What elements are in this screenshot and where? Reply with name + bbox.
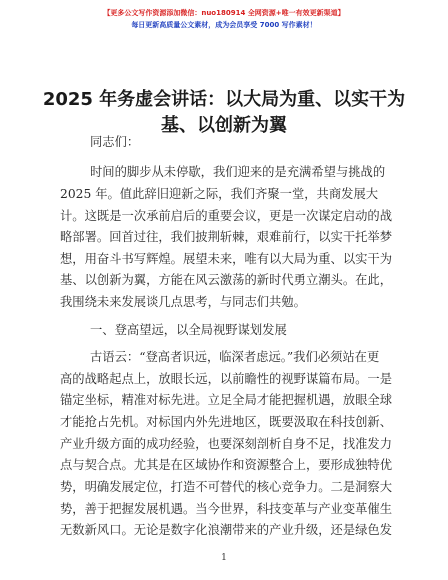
body-text-line: 高的战略起点上，放眼长远，以前瞻性的视野谋篇布局。一是 — [60, 372, 393, 386]
body-text-line: 产业升级方面的成功经验，也要深刻剖析自身不足，找准发力 — [60, 437, 393, 451]
document-title-line-2: 基、以创新为翼 — [161, 115, 287, 136]
section-heading: 一、登高望远，以全局视野谋划发展 — [90, 323, 287, 337]
promo-banner-line-2: 每日更新高质量公文素材，成为会员享受 7000 写作素材！ — [131, 21, 317, 29]
body-text-line: 锚定坐标，精准对标先进。立足全局才能把握机遇，放眼全球 — [60, 393, 393, 407]
promo-banner-line-1: 【更多公文写作资源添加微信：nuo180914 全网资源+唯一有效更新渠道】 — [103, 9, 345, 17]
body-text-line: 我围绕未来发展谈几点思考，与同志们共勉。 — [60, 295, 306, 309]
body-text-line: 基、以创新为翼，方能在风云激荡的新时代勇立潮头。在此， — [60, 273, 393, 287]
body-text-line: 古语云：“登高者识远，临深者虑远。”我们必须站在更 — [90, 350, 380, 364]
body-text-line: 点与契合点。尤其是在区域协作和资源整合上，要形成独特优 — [60, 458, 393, 472]
body-text-line: 时间的脚步从未停歇，我们迎来的是充满希望与挑战的 — [90, 165, 386, 179]
body-text-line: 略部署。回首过往，我们披荆斩棘，艰难前行，以实干托举梦 — [60, 230, 393, 244]
page-number: 1 — [221, 553, 227, 563]
body-text-line: 2025 年。值此辞旧迎新之际，我们齐聚一堂，共商发展大 — [60, 187, 379, 201]
body-text-line: 无数新风口。无论是数字化浪潮带来的产业升级，还是绿色发 — [60, 523, 393, 537]
body-text-line: 计。这既是一次承前启后的重要会议，更是一次谋定启动的战 — [60, 209, 393, 223]
body-text-line: 想，用奋斗书写辉煌。展望未来，唯有以大局为重、以实干为 — [60, 252, 393, 266]
salutation: 同志们： — [90, 135, 140, 149]
body-text-line: 势，明确发展定位，打造不可替代的核心竞争力。二是洞察大 — [60, 480, 393, 494]
document-title-line-1: 2025 年务虚会讲话：以大局为重、以实干为 — [42, 89, 406, 110]
body-text-line: 才能抢占先机。对标国内外先进地区，既要汲取在科技创新、 — [60, 415, 393, 429]
body-text-line: 势，善于把握发展机遇。当今世界，科技变革与产业变革催生 — [60, 502, 393, 516]
